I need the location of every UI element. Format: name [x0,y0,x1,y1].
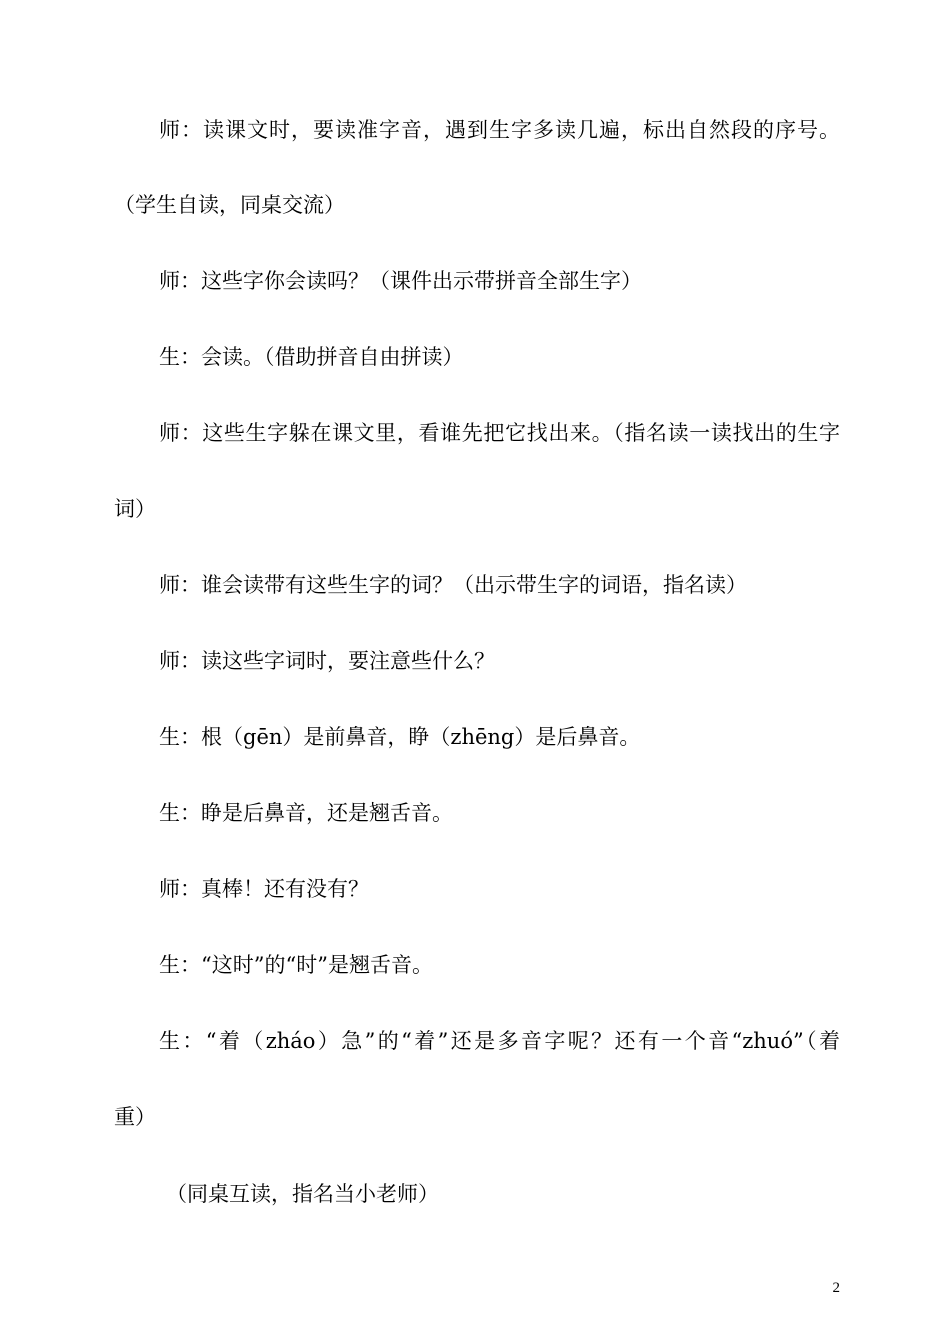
paragraph-line: 师：读课文时，要读准字音，遇到生字多读几遍，标出自然段的序号。 [159,118,840,142]
paragraph-line: 生：“着（zháo）急”的“着”还是多音字呢？还有一个音“zhuó”（着 [159,1029,840,1053]
paragraph-line: （学生自读，同桌交流） [114,193,345,217]
paragraph-line: （同桌互读，指名当小老师） [166,1182,439,1206]
paragraph-line: 师：真棒！还有没有？ [159,877,369,901]
paragraph-line: 师：读这些字词时，要注意些什么？ [159,649,495,673]
paragraph-line: 生：睁是后鼻音，还是翘舌音。 [159,801,453,825]
paragraph-line: 师：谁会读带有这些生字的词？（出示带生字的词语，指名读） [159,573,747,597]
paragraph-line: 生：“这时”的“时”是翘舌音。 [159,953,433,977]
page-number: 2 [832,1280,840,1296]
paragraph-line: 词） [114,497,156,521]
paragraph-line: 师：这些生字躲在课文里，看谁先把它找出来。（指名读一读找出的生字 [159,421,840,445]
paragraph-line: 重） [114,1105,156,1129]
paragraph-line: 生：根（gēn）是前鼻音，睁（zhēng）是后鼻音。 [159,725,641,749]
paragraph-line: 生：会读。（借助拼音自由拼读） [159,345,464,369]
paragraph-line: 师：这些字你会读吗？（课件出示带拼音全部生字） [159,269,642,293]
